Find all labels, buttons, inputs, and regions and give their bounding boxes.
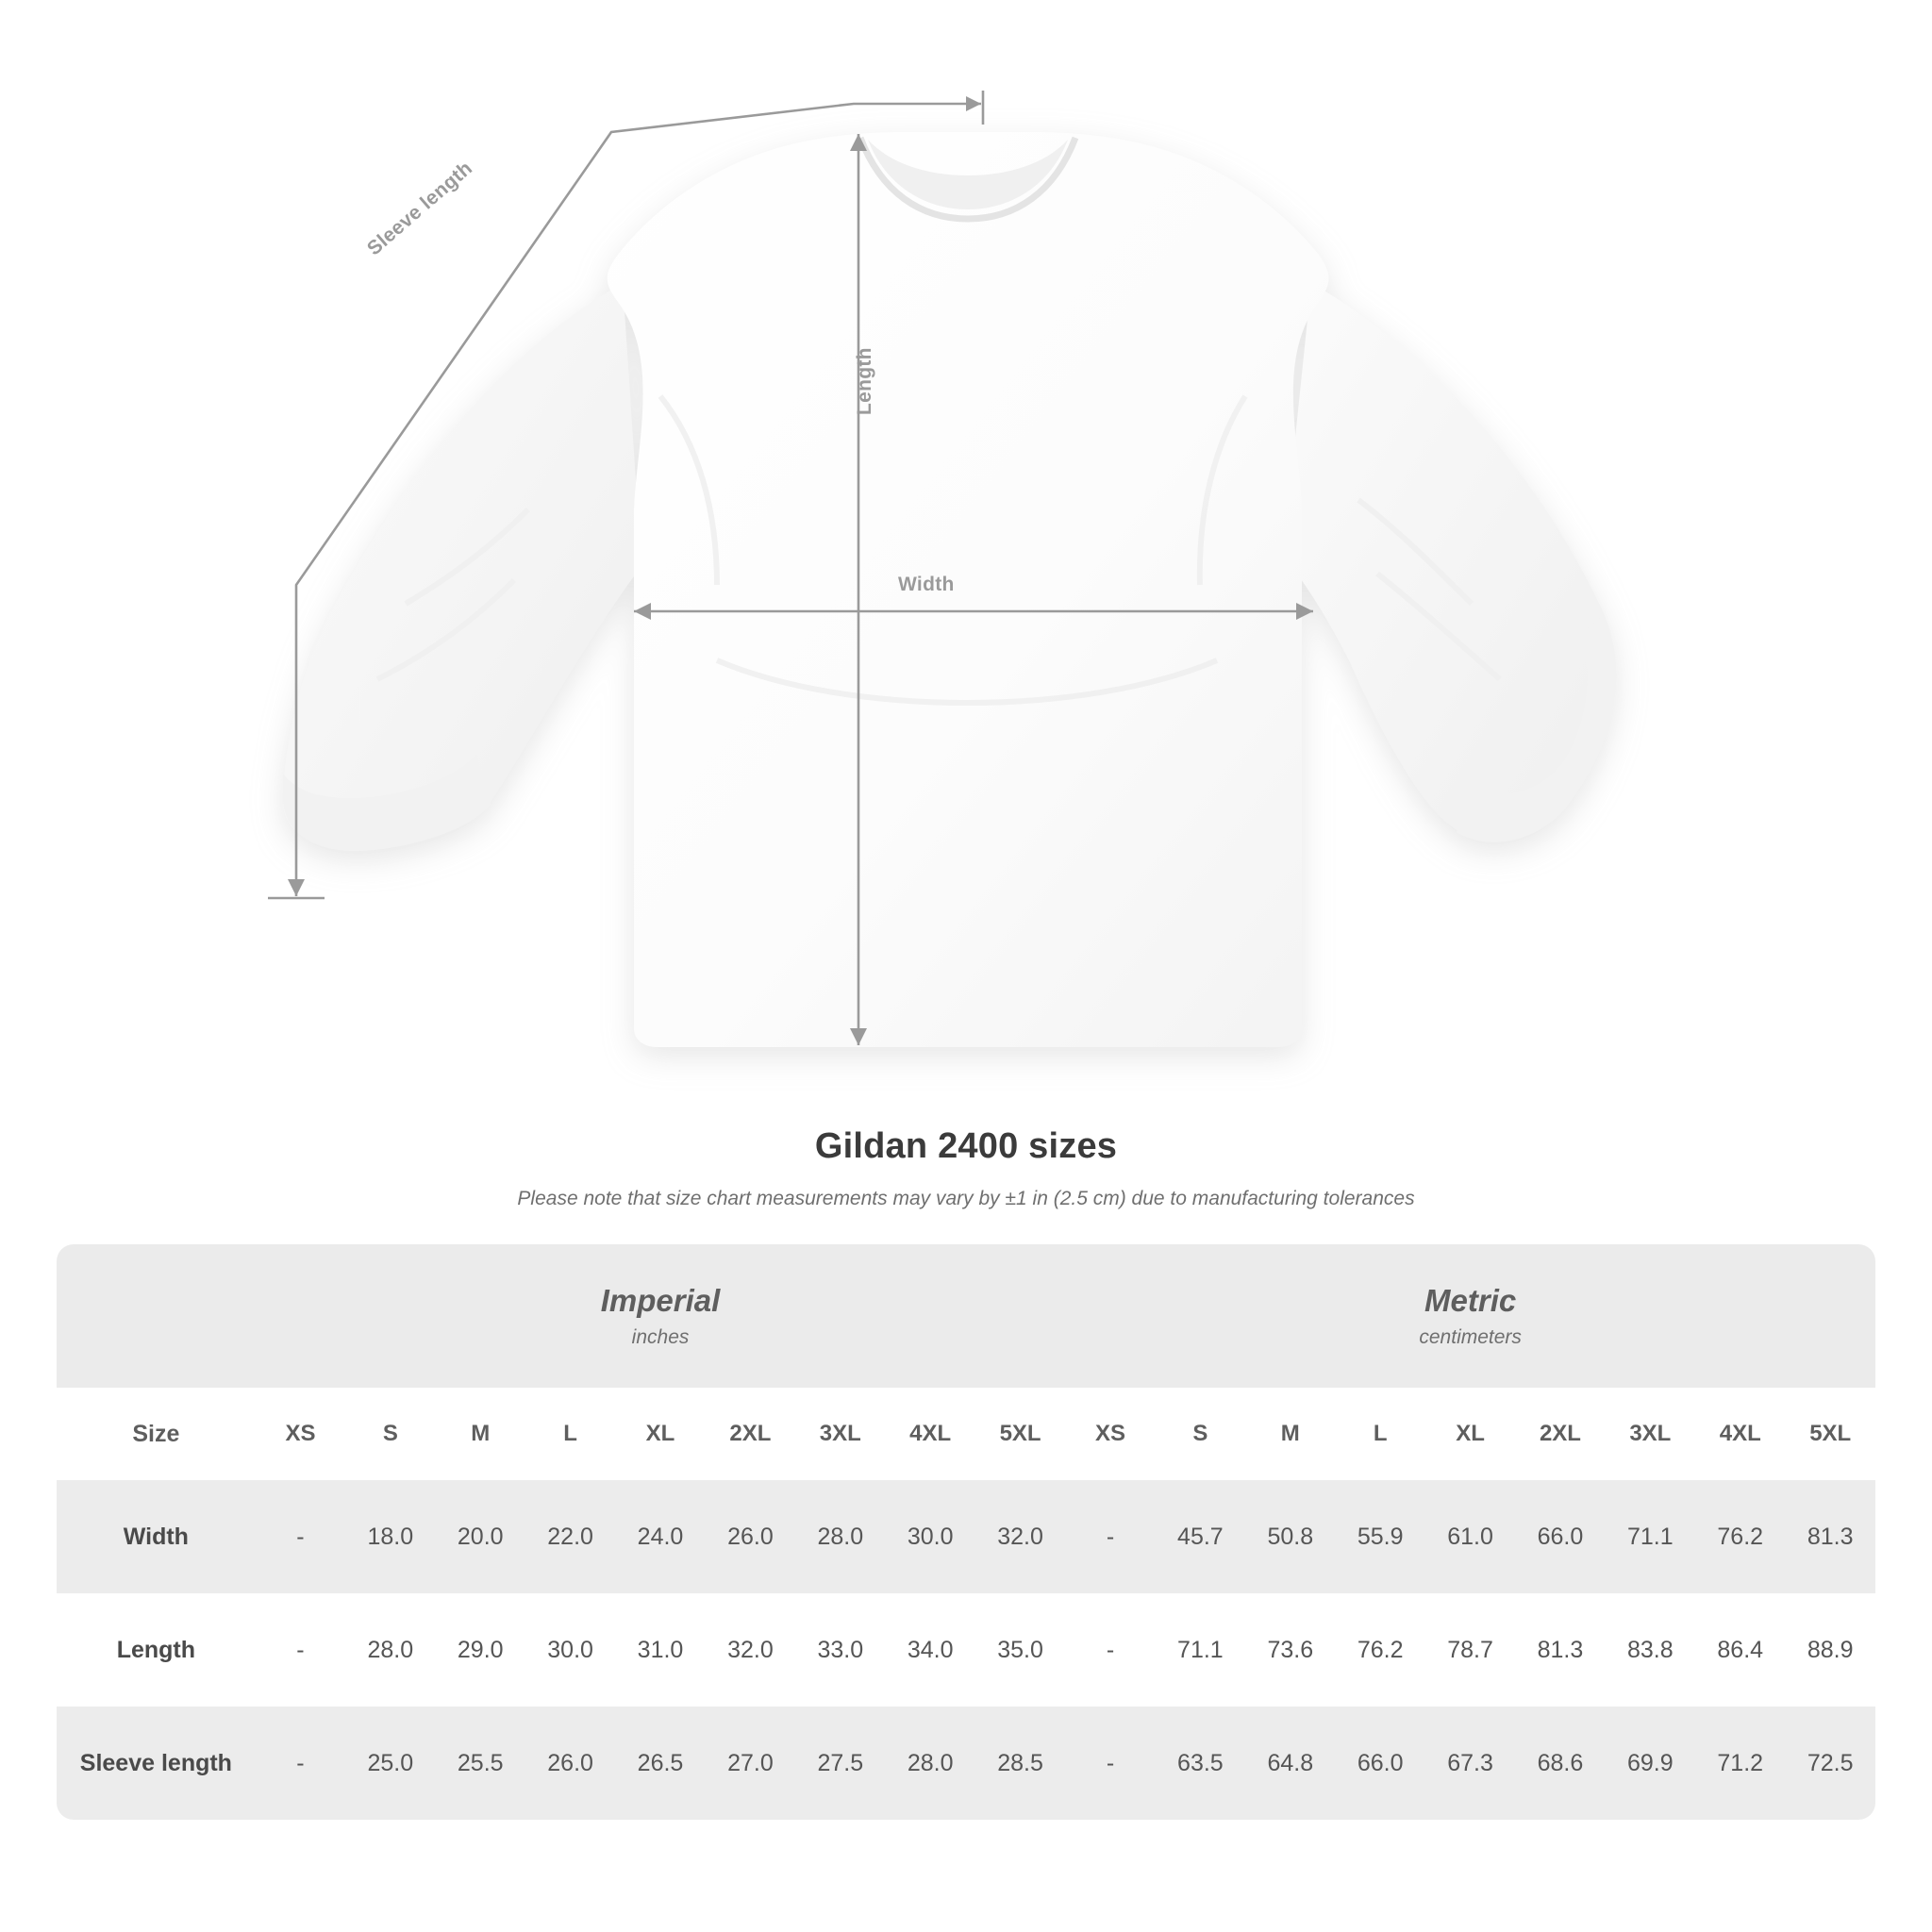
width-imperial-xl: 24.0 [615, 1480, 705, 1593]
imperial-unit-name: Imperial [600, 1283, 721, 1319]
width-imperial-s: 18.0 [345, 1480, 435, 1593]
length-imperial-s: 28.0 [345, 1593, 435, 1707]
size-header-metric-5xl: 5XL [1785, 1388, 1875, 1480]
size-header-imperial-m: M [436, 1388, 525, 1480]
length-imperial-xs: - [256, 1593, 345, 1707]
table-row-length [57, 1593, 1875, 1707]
size-label-cell: Size [57, 1388, 256, 1480]
size-header-metric-l: L [1335, 1388, 1424, 1480]
size-header-metric-xl: XL [1425, 1388, 1515, 1480]
width-imperial-4xl: 30.0 [885, 1480, 974, 1593]
width-dimension-label: Width [898, 574, 955, 595]
length-metric-xs: - [1065, 1593, 1155, 1707]
sleeve-metric-xs: - [1065, 1707, 1155, 1820]
table-row-width [57, 1480, 1875, 1593]
row-label-length: Length [57, 1593, 256, 1707]
length-imperial-l: 30.0 [525, 1593, 615, 1707]
size-header-row [57, 1388, 1875, 1480]
sleeve-metric-s: 63.5 [1156, 1707, 1245, 1820]
length-metric-s: 71.1 [1156, 1593, 1245, 1707]
row-label-sleeve-length: Sleeve length [57, 1707, 256, 1820]
sleeve-imperial-l: 26.0 [525, 1707, 615, 1820]
page-title: Gildan 2400 sizes [814, 1126, 1118, 1166]
size-header-imperial-2xl: 2XL [706, 1388, 795, 1480]
size-header-imperial-xl: XL [615, 1388, 705, 1480]
size-table [57, 1244, 1875, 1820]
width-imperial-m: 20.0 [436, 1480, 525, 1593]
size-header-imperial-xs: XS [256, 1388, 345, 1480]
length-metric-m: 73.6 [1245, 1593, 1335, 1707]
size-header-imperial-4xl: 4XL [885, 1388, 974, 1480]
length-metric-l: 76.2 [1335, 1593, 1424, 1707]
length-imperial-3xl: 33.0 [795, 1593, 885, 1707]
sleeve-imperial-5xl: 28.5 [975, 1707, 1065, 1820]
width-imperial-3xl: 28.0 [795, 1480, 885, 1593]
length-imperial-5xl: 35.0 [975, 1593, 1065, 1707]
sleeve-length-dimension-label: Sleeve length [363, 157, 477, 260]
sleeve-metric-m: 64.8 [1245, 1707, 1335, 1820]
width-metric-m: 50.8 [1245, 1480, 1335, 1593]
length-metric-2xl: 81.3 [1515, 1593, 1605, 1707]
width-metric-xs: - [1065, 1480, 1155, 1593]
width-imperial-5xl: 32.0 [975, 1480, 1065, 1593]
size-header-imperial-3xl: 3XL [795, 1388, 885, 1480]
sleeve-imperial-2xl: 27.0 [706, 1707, 795, 1820]
tolerance-note: Please note that size chart measurements may vary by ±1 in (2.5 cm) due to manufacturing tolerances [517, 1188, 1415, 1209]
width-imperial-xs: - [256, 1480, 345, 1593]
width-metric-2xl: 66.0 [1515, 1480, 1605, 1593]
length-imperial-m: 29.0 [436, 1593, 525, 1707]
width-metric-3xl: 71.1 [1606, 1480, 1695, 1593]
size-table-wrapper [57, 1244, 1875, 1820]
size-header-metric-m: M [1245, 1388, 1335, 1480]
metric-unit-name: Metric [1424, 1283, 1517, 1319]
unit-header-spacer [57, 1244, 256, 1388]
sleeve-metric-l: 66.0 [1335, 1707, 1424, 1820]
sleeve-imperial-xl: 26.5 [615, 1707, 705, 1820]
size-header-imperial-l: L [525, 1388, 615, 1480]
row-label-width: Width [57, 1480, 256, 1593]
length-dimension-label: Length [854, 347, 875, 415]
size-header-metric-3xl: 3XL [1606, 1388, 1695, 1480]
unit-header-metric [1065, 1244, 1875, 1388]
size-header-metric-4xl: 4XL [1695, 1388, 1785, 1480]
width-metric-s: 45.7 [1156, 1480, 1245, 1593]
width-metric-xl: 61.0 [1425, 1480, 1515, 1593]
unit-header-imperial [256, 1244, 1066, 1388]
sleeve-imperial-3xl: 27.5 [795, 1707, 885, 1820]
size-header-imperial-5xl: 5XL [975, 1388, 1065, 1480]
sleeve-imperial-s: 25.0 [345, 1707, 435, 1820]
size-header-metric-s: S [1156, 1388, 1245, 1480]
sleeve-metric-2xl: 68.6 [1515, 1707, 1605, 1820]
unit-header-row [57, 1244, 1875, 1388]
table-row-sleeve-length [57, 1707, 1875, 1820]
width-metric-4xl: 76.2 [1695, 1480, 1785, 1593]
length-metric-5xl: 88.9 [1785, 1593, 1875, 1707]
width-imperial-2xl: 26.0 [706, 1480, 795, 1593]
size-header-imperial-s: S [345, 1388, 435, 1480]
title-block [0, 1126, 1932, 1210]
length-metric-xl: 78.7 [1425, 1593, 1515, 1707]
length-imperial-2xl: 32.0 [706, 1593, 795, 1707]
sleeve-metric-xl: 67.3 [1425, 1707, 1515, 1820]
length-imperial-4xl: 34.0 [885, 1593, 974, 1707]
size-header-metric-2xl: 2XL [1515, 1388, 1605, 1480]
sleeve-imperial-4xl: 28.0 [885, 1707, 974, 1820]
length-metric-4xl: 86.4 [1695, 1593, 1785, 1707]
length-metric-3xl: 83.8 [1606, 1593, 1695, 1707]
size-header-metric-xs: XS [1065, 1388, 1155, 1480]
sleeve-imperial-m: 25.5 [436, 1707, 525, 1820]
sleeve-metric-4xl: 71.2 [1695, 1707, 1785, 1820]
width-metric-5xl: 81.3 [1785, 1480, 1875, 1593]
imperial-unit-sub: inches [631, 1325, 690, 1348]
metric-unit-sub: centimeters [1419, 1325, 1522, 1348]
sleeve-metric-3xl: 69.9 [1606, 1707, 1695, 1820]
length-imperial-xl: 31.0 [615, 1593, 705, 1707]
width-imperial-l: 22.0 [525, 1480, 615, 1593]
sleeve-imperial-xs: - [256, 1707, 345, 1820]
sleeve-metric-5xl: 72.5 [1785, 1707, 1875, 1820]
width-metric-l: 55.9 [1335, 1480, 1424, 1593]
